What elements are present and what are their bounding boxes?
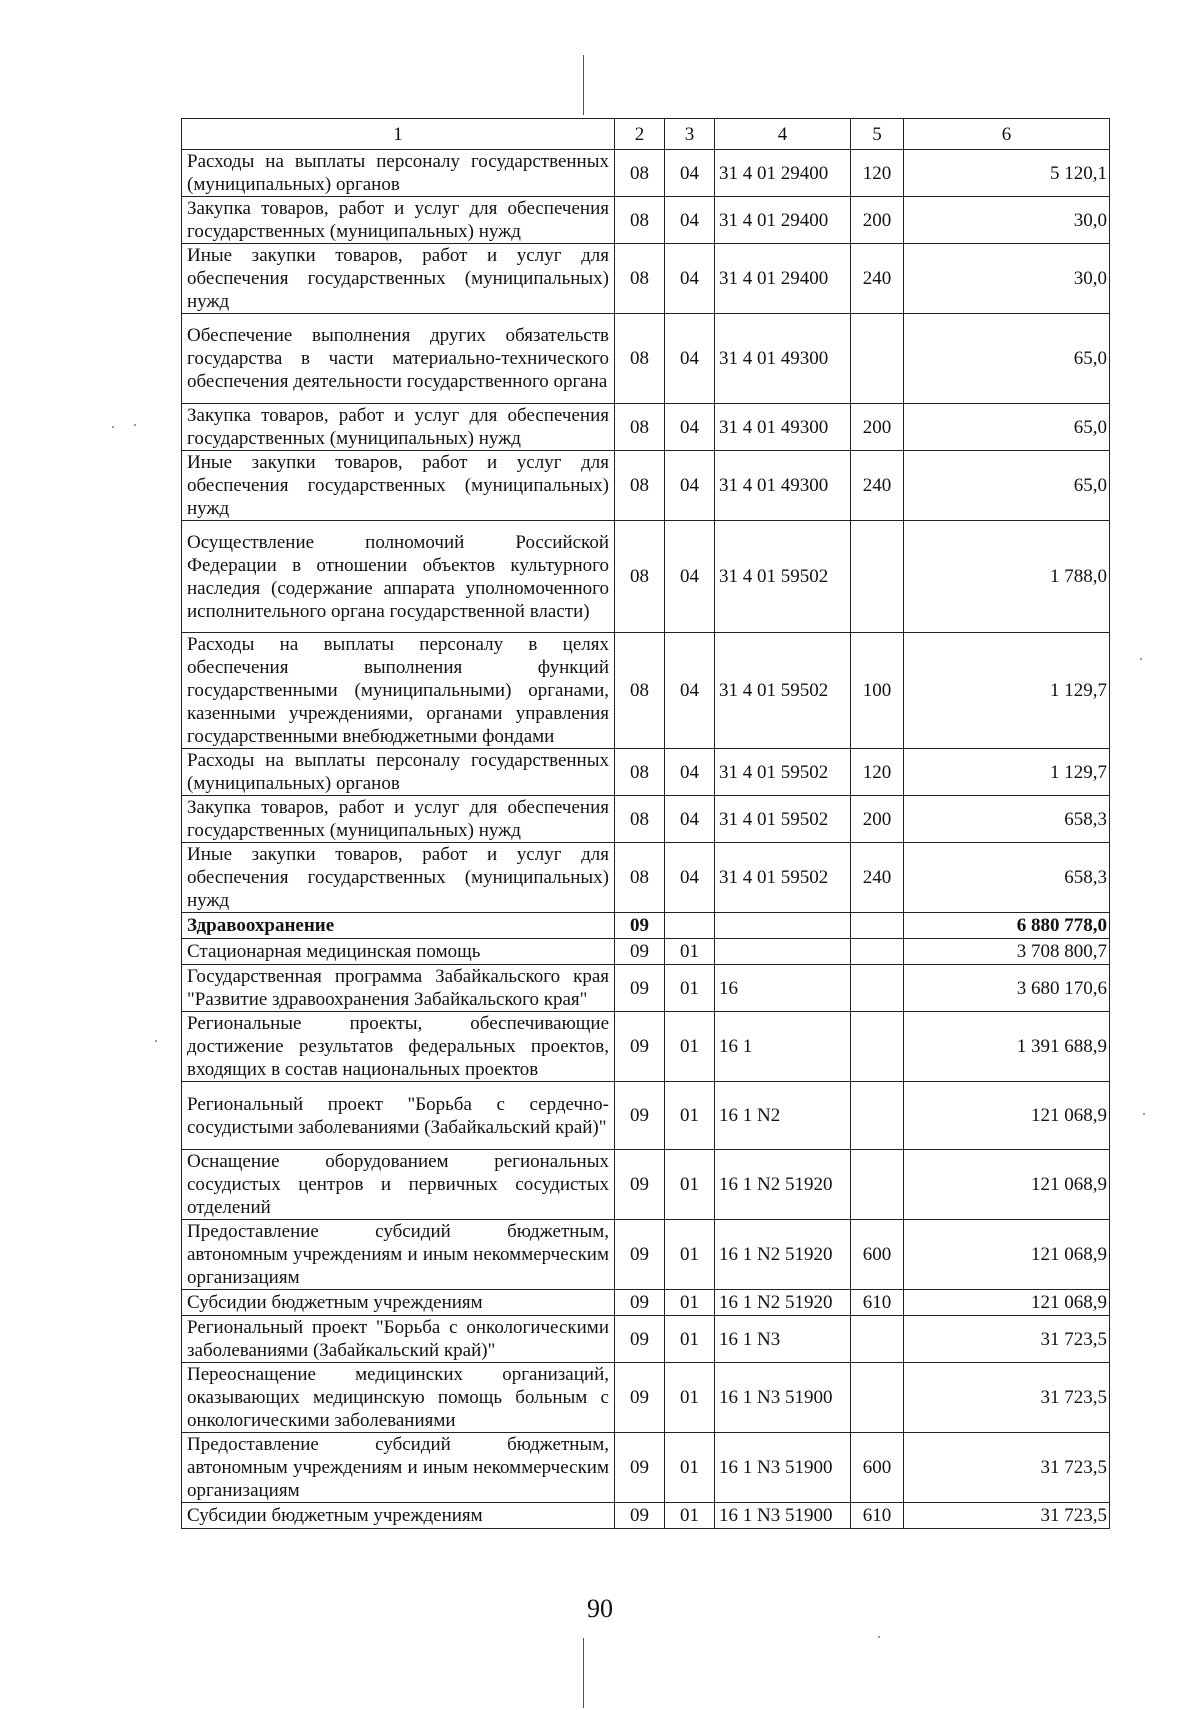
table-row [182, 965, 1110, 1012]
section-code-cell: 08 [615, 314, 665, 404]
section-code-cell: 09 [615, 1012, 665, 1082]
table-row [182, 1290, 1110, 1316]
target-article-cell: 16 1 N2 [715, 1082, 851, 1150]
amount-cell: 31 723,5 [904, 1316, 1110, 1363]
expense-type-cell: 600 [851, 1220, 904, 1290]
amount-cell: 121 068,9 [904, 1150, 1110, 1220]
expense-type-cell: 610 [851, 1290, 904, 1316]
table-row [182, 1220, 1110, 1290]
row-name-cell: Стационарная медицинская помощь [182, 939, 615, 965]
section-code-cell: 08 [615, 451, 665, 521]
section-code-cell: 09 [615, 1363, 665, 1433]
target-article-cell: 31 4 01 49300 [715, 451, 851, 521]
table-row [182, 633, 1110, 749]
row-name-cell: Закупка товаров, работ и услуг для обеспечения государственных (муниципальных) нужд [182, 796, 615, 843]
table-row [182, 939, 1110, 965]
target-article-cell: 16 1 N3 [715, 1316, 851, 1363]
row-name-cell: Закупка товаров, работ и услуг для обеспечения государственных (муниципальных) нужд [182, 197, 615, 244]
section-code-cell: 09 [615, 1433, 665, 1503]
expense-type-cell: 100 [851, 633, 904, 749]
row-name-cell: Региональные проекты, обеспечивающие достижение результатов федеральных проектов, входящих в состав национальных проектов [182, 1012, 615, 1082]
expense-type-cell [851, 521, 904, 633]
expense-type-cell: 610 [851, 1503, 904, 1529]
row-name-cell: Предоставление субсидий бюджетным, автономным учреждениям и иным некоммерческим организациям [182, 1220, 615, 1290]
subsection-code-cell [665, 913, 715, 939]
expense-type-cell: 200 [851, 197, 904, 244]
section-code-cell: 08 [615, 843, 665, 913]
target-article-cell [715, 913, 851, 939]
section-code-cell: 09 [615, 913, 665, 939]
row-name-cell: Иные закупки товаров, работ и услуг для обеспечения государственных (муниципальных) нужд [182, 451, 615, 521]
target-article-cell: 31 4 01 49300 [715, 314, 851, 404]
target-article-cell [715, 939, 851, 965]
subsection-code-cell: 01 [665, 1363, 715, 1433]
table-row [182, 1316, 1110, 1363]
amount-cell: 3 708 800,7 [904, 939, 1110, 965]
expense-type-cell [851, 314, 904, 404]
expense-type-cell: 200 [851, 796, 904, 843]
row-name-cell: Предоставление субсидий бюджетным, автономным учреждениям и иным некоммерческим организациям [182, 1433, 615, 1503]
expense-type-cell: 240 [851, 451, 904, 521]
amount-cell: 65,0 [904, 451, 1110, 521]
column-header: 4 [715, 119, 851, 150]
expense-type-cell: 240 [851, 244, 904, 314]
subsection-code-cell: 04 [665, 451, 715, 521]
scan-speck [155, 1040, 157, 1042]
row-name-cell: Осуществление полномочий Российской Федерации в отношении объектов культурного наследия (содержание аппарата уполномоченного исполнительного органа государственной власти) [182, 521, 615, 633]
amount-cell: 65,0 [904, 314, 1110, 404]
table-row [182, 451, 1110, 521]
column-header: 2 [615, 119, 665, 150]
column-header: 6 [904, 119, 1110, 150]
expense-type-cell [851, 1012, 904, 1082]
target-article-cell: 31 4 01 59502 [715, 521, 851, 633]
subsection-code-cell: 04 [665, 633, 715, 749]
section-code-cell: 08 [615, 521, 665, 633]
section-code-cell: 09 [615, 1220, 665, 1290]
section-code-cell: 09 [615, 1316, 665, 1363]
row-name-cell: Иные закупки товаров, работ и услуг для обеспечения государственных (муниципальных) нужд [182, 244, 615, 314]
target-article-cell: 31 4 01 59502 [715, 796, 851, 843]
subsection-code-cell: 01 [665, 1290, 715, 1316]
subsection-code-cell: 01 [665, 1150, 715, 1220]
target-article-cell: 16 1 N2 51920 [715, 1290, 851, 1316]
section-code-cell: 09 [615, 1150, 665, 1220]
amount-cell: 121 068,9 [904, 1290, 1110, 1316]
target-article-cell: 16 1 N3 51900 [715, 1503, 851, 1529]
target-article-cell: 31 4 01 59502 [715, 843, 851, 913]
scan-artifact-line [583, 55, 584, 115]
scan-speck [1143, 1113, 1145, 1115]
column-header: 5 [851, 119, 904, 150]
subsection-code-cell: 01 [665, 939, 715, 965]
target-article-cell: 31 4 01 49300 [715, 404, 851, 451]
amount-cell: 121 068,9 [904, 1220, 1110, 1290]
target-article-cell: 31 4 01 59502 [715, 749, 851, 796]
expense-type-cell: 600 [851, 1433, 904, 1503]
table-row [182, 150, 1110, 197]
row-name-cell: Расходы на выплаты персоналу государственных (муниципальных) органов [182, 150, 615, 197]
amount-cell: 658,3 [904, 796, 1110, 843]
scan-speck [1140, 658, 1142, 660]
subsection-code-cell: 04 [665, 197, 715, 244]
table-row [182, 1503, 1110, 1529]
section-code-cell: 08 [615, 244, 665, 314]
subsection-code-cell: 01 [665, 1433, 715, 1503]
row-name-cell: Обеспечение выполнения других обязательств государства в части материально-технического обеспечения деятельности государственного органа [182, 314, 615, 404]
subsection-code-cell: 01 [665, 965, 715, 1012]
section-code-cell: 08 [615, 749, 665, 796]
target-article-cell: 16 [715, 965, 851, 1012]
table-row [182, 244, 1110, 314]
target-article-cell: 16 1 [715, 1012, 851, 1082]
scan-speck [112, 426, 114, 428]
expense-type-cell: 240 [851, 843, 904, 913]
section-code-cell: 09 [615, 1503, 665, 1529]
amount-cell: 1 129,7 [904, 633, 1110, 749]
budget-table [181, 118, 1110, 1529]
subsection-code-cell: 04 [665, 796, 715, 843]
row-name-cell: Закупка товаров, работ и услуг для обеспечения государственных (муниципальных) нужд [182, 404, 615, 451]
row-name-cell: Иные закупки товаров, работ и услуг для обеспечения государственных (муниципальных) нужд [182, 843, 615, 913]
expense-type-cell [851, 1363, 904, 1433]
subsection-code-cell: 01 [665, 1316, 715, 1363]
scan-speck [878, 1636, 880, 1638]
expense-type-cell [851, 913, 904, 939]
table-row [182, 843, 1110, 913]
table-row [182, 1433, 1110, 1503]
subsection-code-cell: 04 [665, 749, 715, 796]
target-article-cell: 16 1 N2 51920 [715, 1220, 851, 1290]
subsection-code-cell: 04 [665, 150, 715, 197]
column-header: 3 [665, 119, 715, 150]
section-code-cell: 09 [615, 1082, 665, 1150]
table-row [182, 404, 1110, 451]
amount-cell: 31 723,5 [904, 1363, 1110, 1433]
target-article-cell: 16 1 N3 51900 [715, 1363, 851, 1433]
amount-cell: 1 391 688,9 [904, 1012, 1110, 1082]
amount-cell: 5 120,1 [904, 150, 1110, 197]
expense-type-cell [851, 965, 904, 1012]
row-name-cell: Оснащение оборудованием региональных сосудистых центров и первичных сосудистых отделений [182, 1150, 615, 1220]
table-row [182, 1082, 1110, 1150]
subsection-code-cell: 04 [665, 314, 715, 404]
amount-cell: 65,0 [904, 404, 1110, 451]
target-article-cell: 31 4 01 29400 [715, 244, 851, 314]
table-row [182, 913, 1110, 939]
row-name-cell: Здравоохранение [182, 913, 615, 939]
target-article-cell: 16 1 N2 51920 [715, 1150, 851, 1220]
table-row [182, 521, 1110, 633]
amount-cell: 658,3 [904, 843, 1110, 913]
subsection-code-cell: 04 [665, 843, 715, 913]
section-code-cell: 08 [615, 150, 665, 197]
scan-speck [134, 424, 136, 426]
expense-type-cell [851, 939, 904, 965]
table-row [182, 1150, 1110, 1220]
target-article-cell: 31 4 01 59502 [715, 633, 851, 749]
row-name-cell: Субсидии бюджетным учреждениям [182, 1290, 615, 1316]
subsection-code-cell: 04 [665, 521, 715, 633]
table-row [182, 314, 1110, 404]
section-code-cell: 08 [615, 796, 665, 843]
amount-cell: 31 723,5 [904, 1503, 1110, 1529]
row-name-cell: Расходы на выплаты персоналу в целях обеспечения выполнения функций государственными (муниципальными) органами, казенными учреждениями, органами управления государственными внебюджетными фондами [182, 633, 615, 749]
row-name-cell: Государственная программа Забайкальского края "Развитие здравоохранения Забайкальского края" [182, 965, 615, 1012]
subsection-code-cell: 01 [665, 1503, 715, 1529]
subsection-code-cell: 01 [665, 1012, 715, 1082]
expense-type-cell: 200 [851, 404, 904, 451]
page-number: 90 [587, 1594, 613, 1623]
table-header-row [182, 119, 1110, 150]
amount-cell: 30,0 [904, 244, 1110, 314]
table-row [182, 1363, 1110, 1433]
expense-type-cell [851, 1150, 904, 1220]
target-article-cell: 31 4 01 29400 [715, 197, 851, 244]
row-name-cell: Субсидии бюджетным учреждениям [182, 1503, 615, 1529]
row-name-cell: Региональный проект "Борьба с сердечно-сосудистыми заболеваниями (Забайкальский край)" [182, 1082, 615, 1150]
column-header: 1 [182, 119, 615, 150]
expense-type-cell: 120 [851, 749, 904, 796]
section-code-cell: 08 [615, 633, 665, 749]
subsection-code-cell: 01 [665, 1082, 715, 1150]
section-code-cell: 09 [615, 965, 665, 1012]
section-code-cell: 09 [615, 1290, 665, 1316]
expense-type-cell [851, 1082, 904, 1150]
table-row [182, 796, 1110, 843]
amount-cell: 6 880 778,0 [904, 913, 1110, 939]
section-code-cell: 09 [615, 939, 665, 965]
table-row [182, 197, 1110, 244]
amount-cell: 1 788,0 [904, 521, 1110, 633]
expense-type-cell [851, 1316, 904, 1363]
row-name-cell: Региональный проект "Борьба с онкологическими заболеваниями (Забайкальский край)" [182, 1316, 615, 1363]
amount-cell: 3 680 170,6 [904, 965, 1110, 1012]
subsection-code-cell: 04 [665, 244, 715, 314]
scan-artifact-line [583, 1638, 584, 1708]
budget-table-wrapper [181, 118, 1109, 1529]
row-name-cell: Расходы на выплаты персоналу государственных (муниципальных) органов [182, 749, 615, 796]
amount-cell: 31 723,5 [904, 1433, 1110, 1503]
target-article-cell: 16 1 N3 51900 [715, 1433, 851, 1503]
subsection-code-cell: 01 [665, 1220, 715, 1290]
target-article-cell: 31 4 01 29400 [715, 150, 851, 197]
table-row [182, 749, 1110, 796]
amount-cell: 1 129,7 [904, 749, 1110, 796]
table-row [182, 1012, 1110, 1082]
amount-cell: 30,0 [904, 197, 1110, 244]
amount-cell: 121 068,9 [904, 1082, 1110, 1150]
section-code-cell: 08 [615, 404, 665, 451]
row-name-cell: Переоснащение медицинских организаций, оказывающих медицинскую помощь больным с онкологическими заболеваниями [182, 1363, 615, 1433]
section-code-cell: 08 [615, 197, 665, 244]
subsection-code-cell: 04 [665, 404, 715, 451]
expense-type-cell: 120 [851, 150, 904, 197]
